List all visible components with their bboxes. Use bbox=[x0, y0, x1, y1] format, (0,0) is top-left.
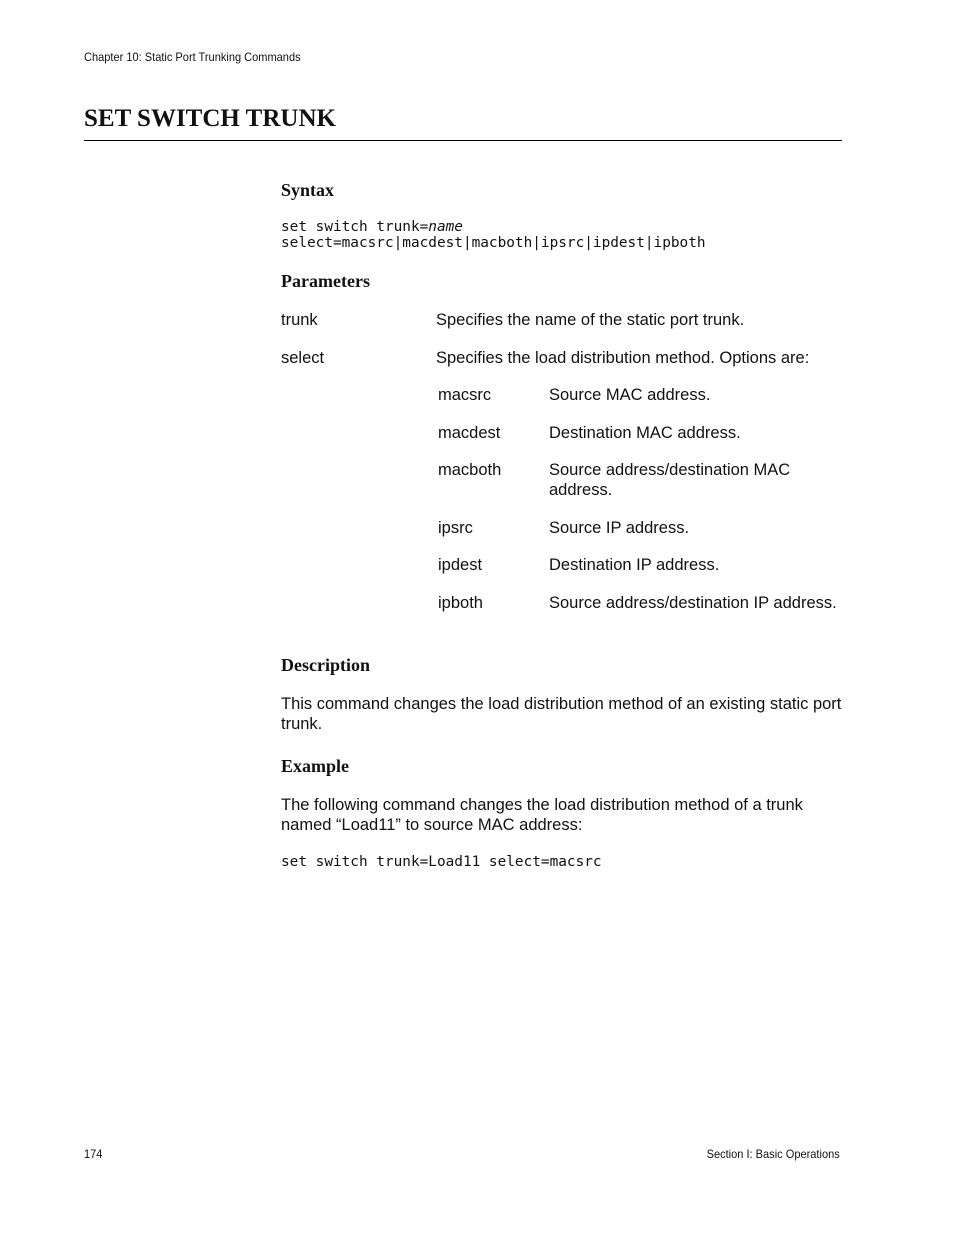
option-name-macboth: macboth bbox=[438, 461, 502, 479]
option-desc-ipboth: Source address/destination IP address. bbox=[549, 594, 837, 612]
syntax-command: set switch trunk= bbox=[281, 219, 429, 235]
example-heading: Example bbox=[281, 756, 350, 776]
option-desc-macdest: Destination MAC address. bbox=[549, 424, 741, 442]
running-header: Chapter 10: Static Port Trunking Commands bbox=[84, 50, 301, 64]
page-number: 174 bbox=[84, 1147, 103, 1161]
page-title: SET SWITCH TRUNK bbox=[84, 105, 336, 132]
syntax-line-2: select=macsrc|macdest|macboth|ipsrc|ipdest|ipboth bbox=[281, 235, 706, 251]
option-desc-macboth: Source address/destination MAC address. bbox=[549, 461, 791, 499]
option-name-ipsrc: ipsrc bbox=[438, 519, 473, 537]
example-command: set switch trunk=Load11 select=macsrc bbox=[281, 854, 602, 870]
param-name-trunk: trunk bbox=[281, 311, 318, 329]
option-desc-ipdest: Destination IP address. bbox=[549, 556, 720, 574]
param-desc-trunk: Specifies the name of the static port trunk. bbox=[436, 311, 745, 329]
param-name-select: select bbox=[281, 349, 325, 367]
option-name-macdest: macdest bbox=[438, 424, 501, 442]
option-desc-macsrc: Source MAC address. bbox=[549, 386, 711, 404]
syntax-variable: name bbox=[428, 219, 463, 235]
parameters-heading: Parameters bbox=[281, 271, 370, 291]
param-desc-select: Specifies the load distribution method. Options are: bbox=[436, 349, 810, 367]
description-text: This command changes the load distribution method of an existing static port trunk. bbox=[281, 695, 842, 733]
option-name-ipboth: ipboth bbox=[438, 594, 483, 612]
title-rule bbox=[84, 140, 842, 141]
option-name-ipdest: ipdest bbox=[438, 556, 483, 574]
description-heading: Description bbox=[281, 655, 370, 675]
option-name-macsrc: macsrc bbox=[438, 386, 492, 404]
syntax-line-1 bbox=[281, 219, 463, 235]
option-desc-ipsrc: Source IP address. bbox=[549, 519, 690, 537]
example-text: The following command changes the load distribution method of a trunk named “Load11” to source MAC address: bbox=[281, 796, 803, 834]
syntax-heading: Syntax bbox=[281, 180, 335, 200]
footer-section: Section I: Basic Operations bbox=[706, 1147, 840, 1161]
